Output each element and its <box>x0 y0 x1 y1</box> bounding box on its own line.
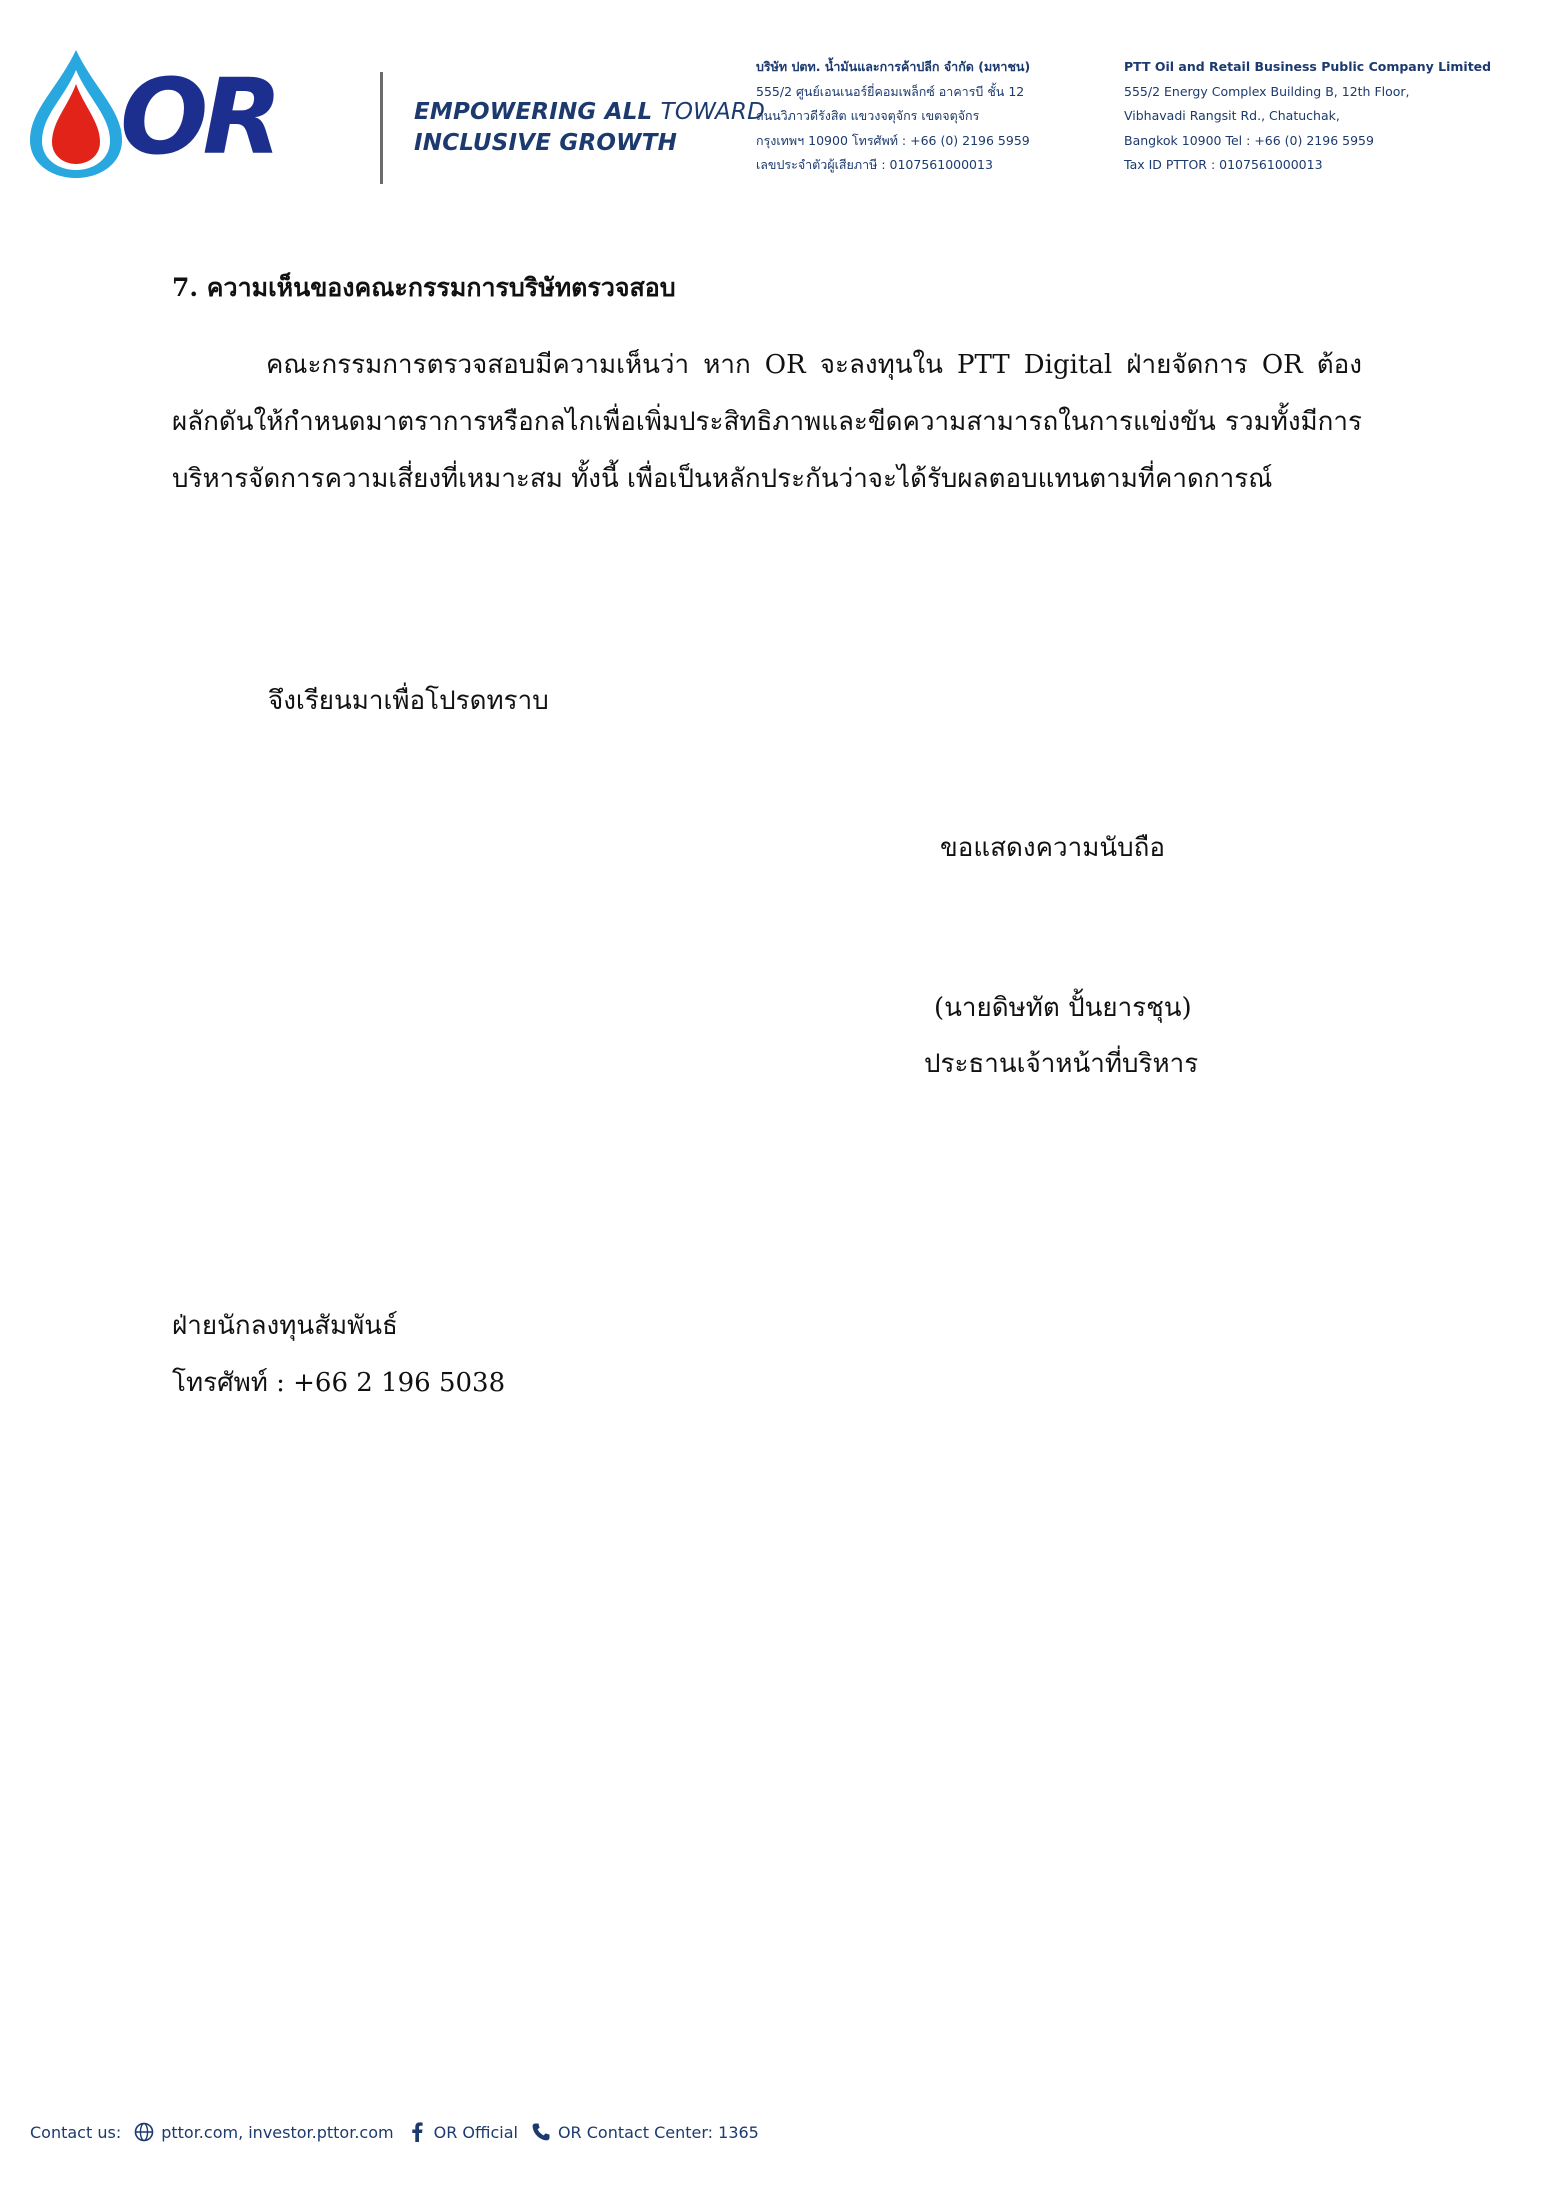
address-thai-line: 555/2 ศูนย์เอนเนอร์ยี่คอมเพล็กซ์ อาคารบี ชั้น 12 <box>756 83 1025 99</box>
address-english-line: PTT Oil and Retail Business Public Company Limited <box>1124 59 1492 74</box>
address-thai-line: บริษัท ปตท. น้ำมันและการค้าปลีก จำกัด (มหาชน) <box>756 59 1031 74</box>
address-thai <box>756 55 1030 178</box>
website-links[interactable]: pttor.com, investor.pttor.com <box>161 2122 394 2142</box>
logo-text: OR <box>120 56 277 178</box>
header-divider <box>380 72 383 184</box>
address-english-line: Bangkok 10900 Tel : +66 (0) 2196 5959 <box>1124 132 1374 148</box>
address-english-line: 555/2 Energy Complex Building B, 12th Floor, <box>1124 83 1410 99</box>
footer-contact <box>30 2121 759 2143</box>
address-english <box>1124 55 1491 178</box>
slogan-line-1: EMPOWERING ALL TOWARD <box>414 99 765 125</box>
regards-line: ขอแสดงความนับถือ <box>940 833 1165 863</box>
phone-icon <box>530 2121 552 2143</box>
address-thai-line: กรุงเทพฯ 10900 โทรศัพท์ : +66 (0) 2196 5959 <box>756 132 1030 148</box>
department-name: ฝ่ายนักลงทุนสัมพันธ์ <box>172 1311 398 1341</box>
slogan <box>414 97 765 159</box>
or-logo <box>28 48 350 178</box>
address-english-line: Tax ID PTTOR : 0107561000013 <box>1124 157 1323 172</box>
facebook-link[interactable]: OR Official <box>433 2122 518 2142</box>
opinion-paragraph: คณะกรรมการตรวจสอบมีความเห็นว่า หาก OR จะลงทุนใน PTT Digital ฝ่ายจัดการ OR ต้องผลักดันให้กำหนดมาตราการหรือกลไกเพื่อเพิ่มประสิทธิภาพและขีดความสามารถในการแข่งขัน รวมทั้งมีการบริหารจัดการความเสี่ยงที่เหมาะสม ทั้งนี้ เพื่อเป็นหลักประกันว่าจะได้รับผลตอบแทนตามที่คาดการณ์ <box>172 350 1362 494</box>
closing-line: จึงเรียนมาเพื่อโปรดทราบ <box>268 686 549 716</box>
address-thai-line: ถนนวิภาวดีรังสิต แขวงจตุจักร เขตจตุจักร <box>756 108 980 123</box>
department-phone: โทรศัพท์ : +66 2 196 5038 <box>172 1368 506 1398</box>
signer-name: (นายดิษทัต ปั้นยารชุน) <box>934 993 1192 1023</box>
globe-icon <box>133 2121 155 2143</box>
signer-position: ประธานเจ้าหน้าที่บริหาร <box>924 1049 1199 1079</box>
section-heading: 7. ความเห็นของคณะกรรมการบริษัทตรวจสอบ <box>172 273 676 302</box>
address-english-line: Vibhavadi Rangsit Rd., Chatuchak, <box>1124 108 1340 123</box>
slogan-line-2: INCLUSIVE GROWTH <box>414 130 678 156</box>
facebook-icon <box>406 2121 428 2143</box>
contact-center: OR Contact Center: 1365 <box>557 2122 759 2142</box>
address-thai-line: เลขประจำตัวผู้เสียภาษี : 0107561000013 <box>756 157 993 172</box>
contact-label: Contact us: <box>30 2122 122 2142</box>
